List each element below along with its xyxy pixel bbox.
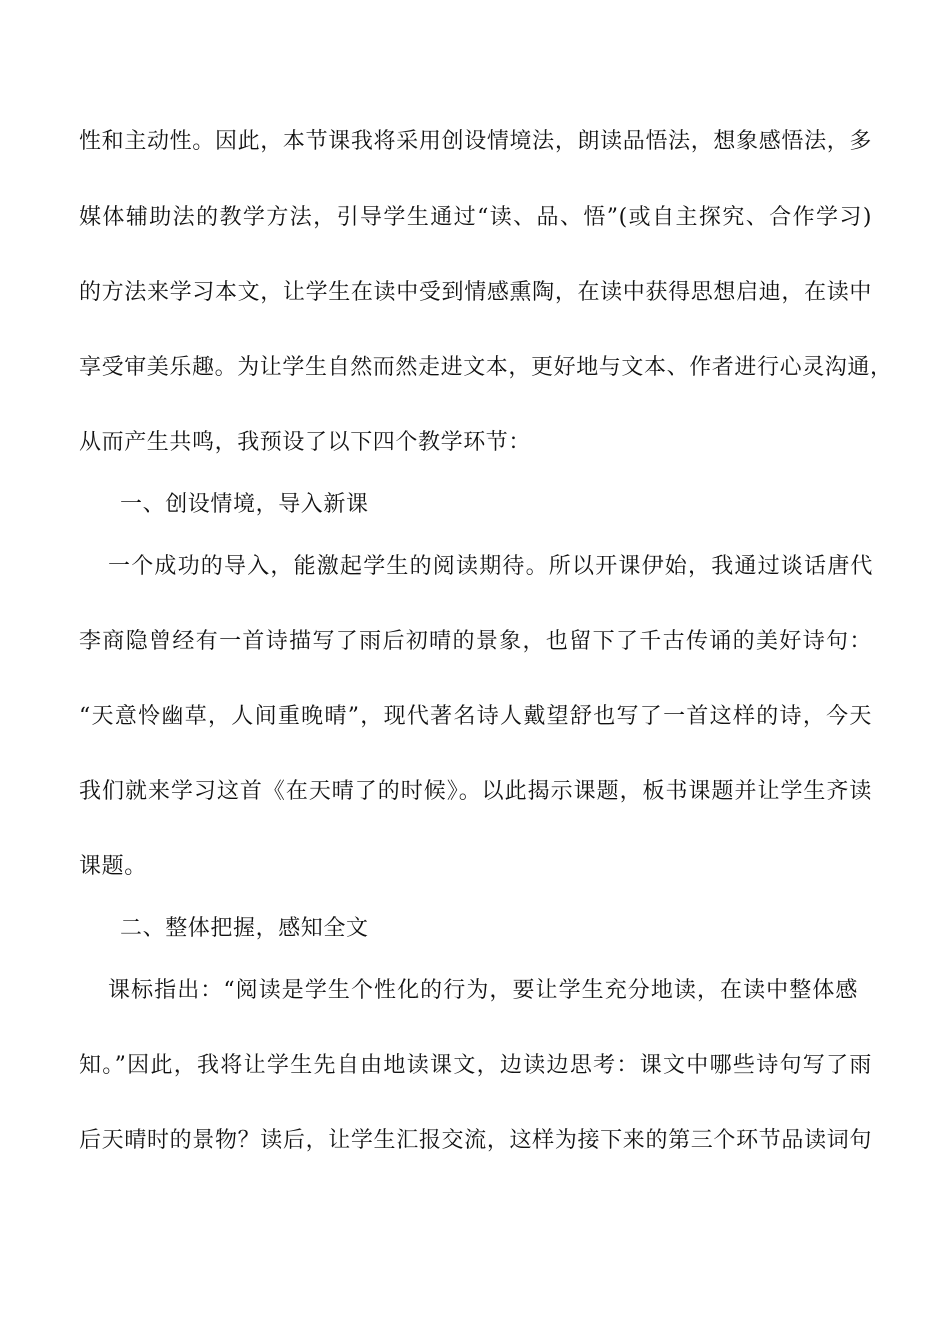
section-one-line-5: 课题。 bbox=[79, 854, 147, 879]
intro-line-2: 媒体辅助法的教学方法，引导学生通过“读、品、悟”(或自主探究、合作学习) bbox=[79, 205, 872, 230]
section-one-line-1: 一个成功的导入，能激起学生的阅读期待。所以开课伊始，我通过谈话唐代 bbox=[108, 554, 873, 579]
section-two-line-3: 后天晴时的景物？读后，让学生汇报交流，这样为接下来的第三个环节品读词句 bbox=[79, 1128, 872, 1153]
section-one-line-3: “天意怜幽草，人间重晚晴”，现代著名诗人戴望舒也写了一首这样的诗，今天 bbox=[79, 704, 872, 729]
intro-line-3: 的方法来学习本文，让学生在读中受到情感熏陶，在读中获得思想启迪，在读中 bbox=[79, 280, 872, 305]
section-two-line-1: 课标指出：“阅读是学生个性化的行为，要让学生充分地读，在读中整体感 bbox=[108, 978, 858, 1003]
intro-line-1: 性和主动性。因此，本节课我将采用创设情境法，朗读品悟法，想象感悟法，多 bbox=[79, 129, 872, 154]
intro-line-5: 从而产生共鸣，我预设了以下四个教学环节： bbox=[79, 430, 532, 455]
section-one-heading: 一、创设情境，导入新课 bbox=[120, 492, 369, 517]
section-two-line-2: 知。”因此，我将让学生先自由地读课文，边读边思考：课文中哪些诗句写了雨 bbox=[79, 1053, 872, 1078]
intro-line-4: 享受审美乐趣。为让学生自然而然走进文本，更好地与文本、作者进行心灵沟通， bbox=[79, 355, 893, 380]
section-one-line-2: 李商隐曾经有一首诗描写了雨后初晴的景象，也留下了千古传诵的美好诗句： bbox=[79, 629, 872, 654]
section-one-line-4: 我们就来学习这首《在天晴了的时候》。以此揭示课题，板书课题并让学生齐读 bbox=[79, 779, 872, 804]
section-two-heading: 二、整体把握，感知全文 bbox=[120, 916, 369, 941]
